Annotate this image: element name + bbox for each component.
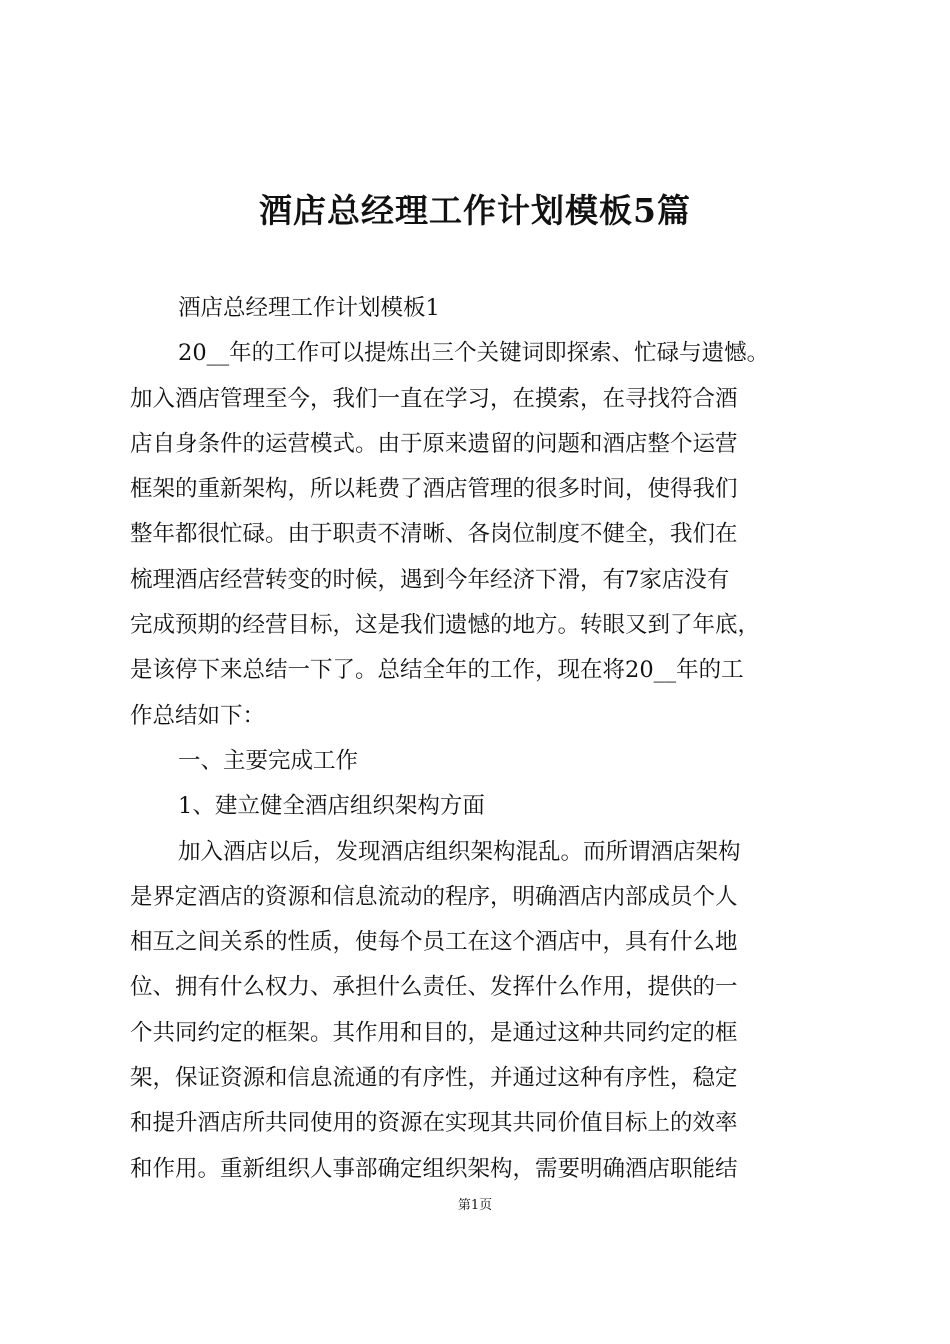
paragraph-line: 相互之间关系的性质，使每个员工在这个酒店中，具有什么地 (130, 929, 738, 956)
paragraph-line: 20__年的工作可以提炼出三个关键词即探索、忙碌与遗憾。 (178, 340, 770, 367)
section-heading: 酒店总经理工作计划模板1 (178, 295, 440, 321)
paragraph-line: 加入酒店以后，发现酒店组织架构混乱。而所谓酒店架构 (178, 838, 741, 865)
document-body (130, 286, 820, 1192)
paragraph-line: 架，保证资源和信息流通的有序性，并通过这种有序性，稳定 (130, 1065, 738, 1092)
paragraph-line: 作总结如下： (130, 702, 266, 729)
paragraph-line: 个共同约定的框架。其作用和目的，是通过这种共同约定的框 (130, 1019, 738, 1046)
page-number: 第1页 (457, 1198, 493, 1213)
paragraph-line: 完成预期的经营目标，这是我们遗憾的地方。转眼又到了年底， (130, 612, 761, 639)
paragraph-line: 和作用。重新组织人事部确定组织架构，需要明确酒店职能结 (130, 1155, 738, 1182)
paragraph-line: 梳理酒店经营转变的时候，遇到今年经济下滑，有7家店没有 (130, 566, 730, 593)
paragraph-line: 整年都很忙碌。由于职责不清晰、各岗位制度不健全，我们在 (130, 521, 738, 548)
paragraph-line: 是界定酒店的资源和信息流动的程序，明确酒店内部成员个人 (130, 883, 738, 910)
paragraph-line: 框架的重新架构，所以耗费了酒店管理的很多时间，使得我们 (130, 476, 738, 503)
paragraph-line: 位、拥有什么权力、承担什么责任、发挥什么作用，提供的一 (130, 974, 738, 1001)
paragraph-line: 加入酒店管理至今，我们一直在学习，在摸索，在寻找符合酒 (130, 385, 738, 412)
page-title: 酒店总经理工作计划模板5篇 (259, 191, 691, 230)
section-heading: 一、主要完成工作 (178, 747, 359, 774)
paragraph-line: 店自身条件的运营模式。由于原来遗留的问题和酒店整个运营 (130, 430, 738, 457)
subsection-heading: 1、建立健全酒店组织架构方面 (178, 793, 485, 820)
paragraph-line: 是该停下来总结一下了。总结全年的工作，现在将20__年的工 (130, 657, 744, 684)
paragraph-line: 和提升酒店所共同使用的资源在实现其共同价值目标上的效率 (130, 1110, 738, 1137)
